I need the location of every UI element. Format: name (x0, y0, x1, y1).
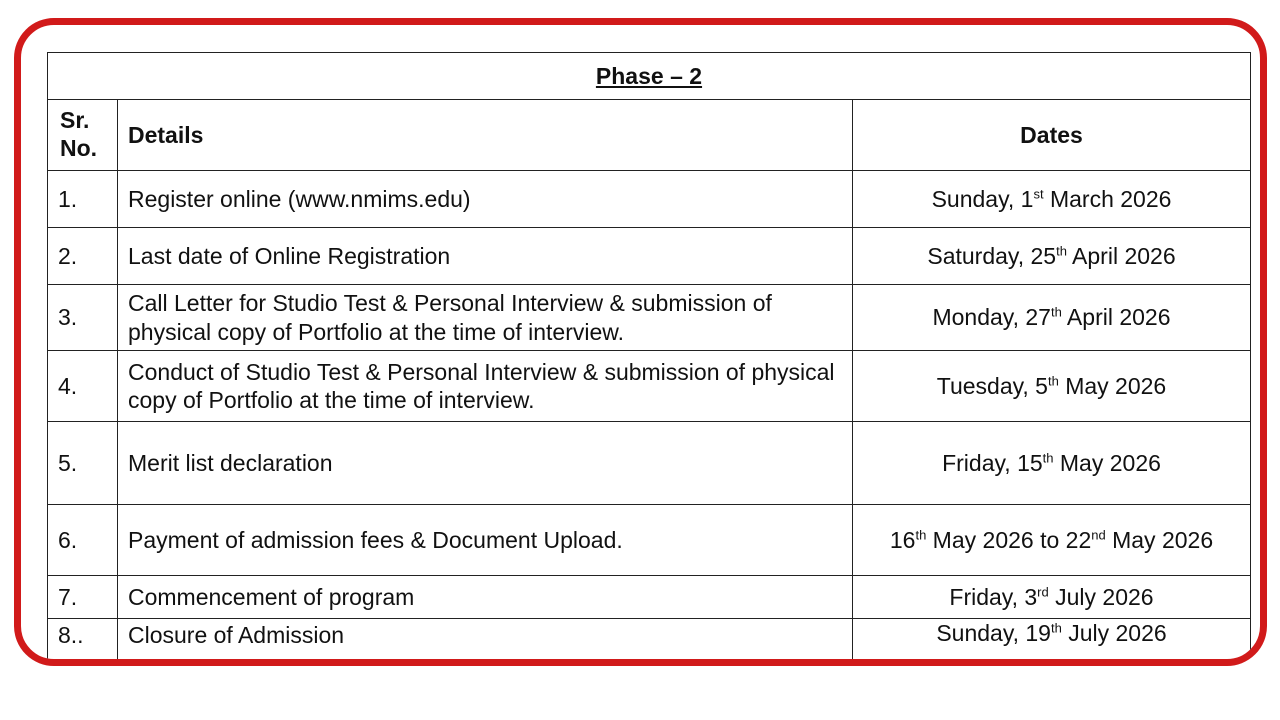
table-row (48, 228, 1251, 285)
row-details: Call Letter for Studio Test & Personal Interview & submission of physical copy of Portfolio at the time of interview. (118, 285, 853, 351)
table-row (48, 576, 1251, 619)
header-details: Details (118, 100, 853, 171)
table-title (48, 53, 1251, 100)
row-details: Closure of Admission (118, 619, 853, 664)
header-dates: Dates (853, 100, 1251, 171)
row-details: Commencement of program (118, 576, 853, 619)
row-date: Friday, 3rd July 2026 (853, 576, 1251, 619)
row-details: Register online (www.nmims.edu) (118, 171, 853, 228)
table-row (48, 351, 1251, 422)
red-rounded-frame (14, 18, 1267, 666)
row-date: Sunday, 1st March 2026 (853, 171, 1251, 228)
row-details: Last date of Online Registration (118, 228, 853, 285)
row-sr-no: 4. (48, 351, 118, 422)
row-details: Conduct of Studio Test & Personal Interview & submission of physical copy of Portfolio at the time of interview. (118, 351, 853, 422)
table-row (48, 505, 1251, 576)
row-details: Merit list declaration (118, 422, 853, 505)
header-row (48, 100, 1251, 171)
header-sr-no-line1: Sr. (60, 107, 90, 134)
table-row (48, 285, 1251, 351)
row-sr-no: 1. (48, 171, 118, 228)
row-sr-no: 2. (48, 228, 118, 285)
header-sr-no (48, 100, 118, 171)
row-sr-no: 5. (48, 422, 118, 505)
row-sr-no: 7. (48, 576, 118, 619)
table-row (48, 422, 1251, 505)
phase-2-schedule-table (47, 52, 1251, 664)
row-sr-no: 8.. (48, 619, 118, 664)
header-sr-no-line2: No. (60, 135, 98, 161)
row-date: 16th May 2026 to 22nd May 2026 (853, 505, 1251, 576)
row-sr-no: 6. (48, 505, 118, 576)
row-date: Monday, 27th April 2026 (853, 285, 1251, 351)
row-date: Sunday, 19th July 2026 (853, 619, 1251, 664)
row-details: Payment of admission fees & Document Upload. (118, 505, 853, 576)
table-row (48, 171, 1251, 228)
table-row (48, 619, 1251, 664)
table-title-text: Phase – 2 (595, 62, 703, 89)
row-date: Saturday, 25th April 2026 (853, 228, 1251, 285)
row-sr-no: 3. (48, 285, 118, 351)
row-date: Tuesday, 5th May 2026 (853, 351, 1251, 422)
row-date: Friday, 15th May 2026 (853, 422, 1251, 505)
